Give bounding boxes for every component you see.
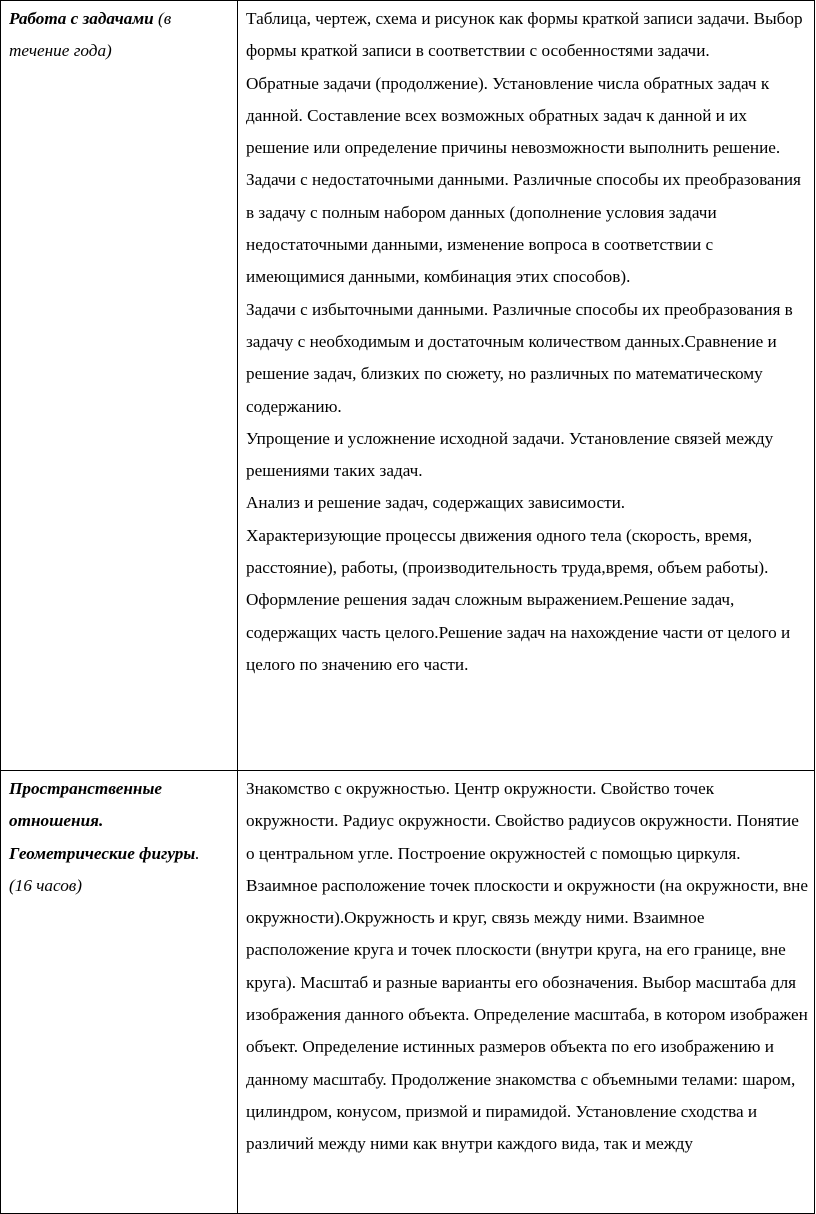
topic-note: (16 часов) — [9, 875, 82, 895]
topic-title: Работа с задачами — [9, 9, 154, 28]
topic-cell — [1, 771, 238, 1214]
content-paragraph: Обратные задачи (продолжение). Установление числа обратных задач к данной. Составление всех возможных обратных задач к данной и их решение или определение причины невозможности выполнить решение. — [246, 73, 781, 158]
content-paragraph: Характеризующие процессы движения одного тела (скорость, время, расстояние), работы, (производительность труда,время, объем работы). — [246, 525, 769, 578]
content-paragraph: Оформление решения задач сложным выражением.Решение задач, содержащих часть целого.Решение задач на нахождение части от целого и целого по значению его части. — [246, 590, 791, 674]
topic-cell — [1, 1, 238, 771]
content-paragraph: Анализ и решение задач, содержащих зависимости. — [246, 493, 626, 513]
content-paragraph: Упрощение и усложнение исходной задачи. Установление связей между решениями таких задач. — [246, 428, 774, 481]
content-paragraph: Знакомство с окружностью. Центр окружности. Свойство точек окружности. Радиус окружности. Свойство радиусов окружности. Понятие о центральном угле. Построение окружностей с помощью циркуля. Взаимное расположение точек плоскости и окружности (на окружности, вне окружности).Окружность и круг, связь между ними. Взаимное расположение круга и точек плоскости (внутри круга, на его границе, вне круга). Масштаб и разные варианты его обозначения. Выбор масштаба для изображения данного объекта. Определение масштаба, в котором изображен объект. Определение истинных размеров объекта по его изображению и данному масштабу. Продолжение знакомства с объемными телами: шаром, цилиндром, конусом, призмой и пирамидой. Установление сходства и различий между ними как внутри каждого вида, так и между — [246, 779, 808, 1154]
topic-title-end: . — [195, 843, 200, 863]
content-paragraph: Задачи с избыточными данными. Различные способы их преобразования в задачу с необходимым и достаточным количеством данных.Сравнение и решение задач, близких по сюжету, но различных по математическому содержанию. — [246, 299, 793, 416]
table-row — [1, 1, 815, 771]
topic-note: (в течение года) — [9, 9, 172, 61]
content-paragraph: Таблица, чертеж, схема и рисунок как формы краткой записи задачи. Выбор формы краткой записи в соответствии с особенностями задачи. — [246, 9, 803, 61]
content-cell — [238, 1, 815, 771]
topic-title: Пространственные отношения. Геометрические фигуры — [9, 779, 196, 863]
table-row — [1, 771, 815, 1214]
content-cell — [238, 771, 815, 1214]
content-paragraph: Задачи с недостаточными данными. Различные способы их преобразования в задачу с полным набором данных (дополнение условия задачи недостаточными данными, изменение вопроса в соответствии с имеющимися данными, комбинация этих способов). — [246, 170, 801, 287]
